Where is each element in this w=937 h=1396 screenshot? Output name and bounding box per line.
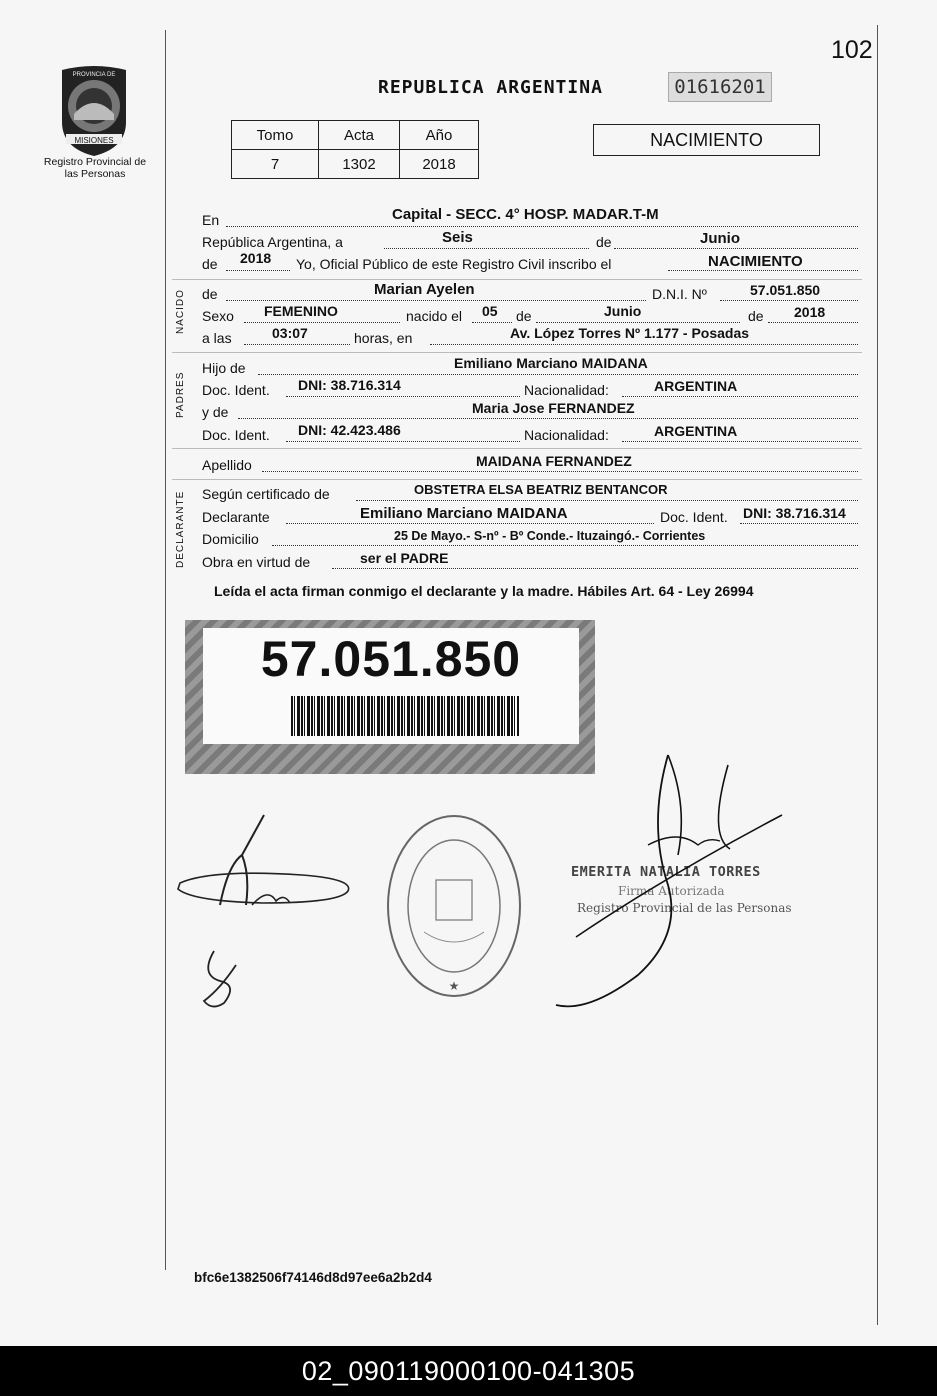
svg-text:MISIONES: MISIONES	[74, 136, 114, 145]
nacido-section-label: NACIDO	[175, 289, 186, 334]
country-title: REPUBLICA ARGENTINA	[378, 77, 603, 98]
decl-doc-value: DNI: 38.716.314	[743, 505, 846, 521]
domicilio-value: 25 De Mayo.- S-nº - Bº Conde.- Ituzaingó.- Corrientes	[394, 529, 706, 543]
section-separator	[172, 352, 862, 353]
declarante-section-label: DECLARANTE	[175, 490, 186, 568]
cert-value: OBSTETRA ELSA BEATRIZ BENTANCOR	[414, 482, 668, 497]
anio-value: 2018	[400, 150, 479, 179]
officer-text: Yo, Oficial Público de este Registro Civil inscribo el	[296, 256, 612, 272]
page-number: 102	[831, 36, 873, 64]
place-value: Capital - SECC. 4° HOSP. MADAR.T-M	[392, 206, 659, 223]
acta-header: Acta	[319, 121, 400, 150]
decl-doc-label: Doc. Ident.	[660, 509, 728, 525]
cert-label: Según certificado de	[202, 486, 330, 502]
apellido-line	[262, 471, 858, 472]
dni-line	[720, 300, 858, 301]
tomo-value: 7	[232, 150, 319, 179]
year-de-label: de	[202, 256, 218, 272]
nacido-de-label: de	[202, 286, 218, 302]
child-name-value: Marian Ayelen	[374, 281, 475, 298]
declarante-value: Emiliano Marciano MAIDANA	[360, 505, 568, 522]
official-office: Registro Provincial de las Personas	[577, 901, 792, 915]
birth-year-line	[768, 322, 858, 323]
mother-nac-line	[622, 441, 858, 442]
father-doc-value: DNI: 38.716.314	[298, 377, 401, 393]
declarante-line	[286, 523, 654, 524]
domicilio-label: Domicilio	[202, 531, 259, 547]
official-signature	[548, 745, 788, 1015]
record-index-table	[231, 120, 479, 179]
right-margin-line	[877, 25, 878, 1325]
apellido-value: MAIDANA FERNANDEZ	[476, 453, 632, 469]
sexo-label: Sexo	[202, 308, 234, 324]
father-nac-label: Nacionalidad:	[524, 382, 609, 398]
section-separator	[172, 279, 862, 280]
inscribe-line	[668, 270, 858, 271]
section-separator	[172, 479, 862, 480]
decl-doc-line	[740, 523, 858, 524]
mother-line	[238, 418, 858, 419]
left-margin-line	[165, 30, 166, 1270]
en-label: En	[202, 212, 220, 228]
footer-code: 02_090119000100-041305	[0, 1346, 937, 1396]
act-type-box: NACIMIENTO	[593, 124, 820, 156]
yde-label: y de	[202, 404, 229, 420]
sexo-value: FEMENINO	[264, 303, 338, 319]
apellido-label: Apellido	[202, 457, 252, 473]
initials-signature	[190, 945, 250, 1015]
declarant-signature	[172, 805, 362, 925]
nacido-el-label: nacido el	[406, 308, 463, 324]
id-number-label	[185, 620, 595, 774]
tomo-header: Tomo	[232, 121, 319, 150]
birth-day-line	[472, 322, 512, 323]
month-value: Junio	[700, 230, 740, 247]
horas-label: horas, en	[354, 330, 413, 346]
birth-day-value: 05	[482, 303, 498, 319]
obra-value: ser el PADRE	[360, 550, 449, 566]
cert-line	[356, 500, 858, 501]
sexo-line	[244, 322, 400, 323]
section-separator	[172, 448, 862, 449]
domicilio-line	[272, 545, 858, 546]
child-dni-value: 57.051.850	[750, 282, 821, 298]
name-line	[226, 300, 646, 301]
year-value: 2018	[240, 250, 272, 266]
serial-number: 01616201	[668, 72, 772, 102]
inscribe-value: NACIMIENTO	[708, 253, 803, 270]
birth-place-value: Av. López Torres Nº 1.177 - Posadas	[510, 325, 750, 341]
declarante-label: Declarante	[202, 509, 270, 525]
day-line	[384, 248, 589, 249]
document-hash: bfc6e1382506f74146d8d97ee6a2b2d4	[194, 1270, 432, 1285]
de-label: de	[596, 234, 612, 250]
hijo-label: Hijo de	[202, 360, 246, 376]
birth-year-value: 2018	[794, 304, 826, 320]
place-line	[430, 344, 858, 345]
padres-section-label: PADRES	[175, 371, 186, 418]
registry-name: Registro Provincial de las Personas	[43, 156, 147, 180]
father-doc-label: Doc. Ident.	[202, 382, 270, 398]
mother-name-value: Maria Jose FERNANDEZ	[472, 400, 635, 416]
province-seal-logo	[52, 62, 136, 158]
year-line	[226, 270, 290, 271]
id-number-value: 57.051.850	[260, 631, 522, 687]
birth-month-line	[536, 322, 740, 323]
birth-de-label: de	[516, 308, 532, 324]
mother-doc-value: DNI: 42.423.486	[298, 422, 401, 438]
obra-label: Obra en virtud de	[202, 554, 311, 570]
anio-header: Año	[400, 121, 479, 150]
official-name: EMERITA NATALIA TORRES	[571, 864, 761, 880]
acta-value: 1302	[319, 150, 400, 179]
mother-doc-line	[286, 441, 520, 442]
birth-de-label-2: de	[748, 308, 764, 324]
month-line	[614, 248, 858, 249]
obra-line	[332, 568, 858, 569]
en-line	[226, 226, 858, 227]
republica-label: República Argentina, a	[202, 234, 343, 250]
mother-nac-label: Nacionalidad:	[524, 427, 609, 443]
time-value: 03:07	[272, 325, 308, 341]
dni-label: D.N.I. Nº	[652, 286, 707, 302]
mother-doc-label: Doc. Ident.	[202, 427, 270, 443]
father-doc-line	[286, 396, 520, 397]
registry-stamp	[384, 812, 524, 1000]
official-role: Firma Autorizada	[618, 884, 725, 898]
day-value: Seis	[442, 229, 473, 246]
svg-text:PROVINCIA DE: PROVINCIA DE	[72, 72, 116, 78]
father-nac-line	[622, 396, 858, 397]
barcode	[291, 696, 519, 736]
svg-text:★: ★	[448, 979, 460, 993]
father-nac-value: ARGENTINA	[654, 378, 738, 394]
father-line	[258, 374, 858, 375]
father-name-value: Emiliano Marciano MAIDANA	[454, 355, 648, 371]
birth-month-value: Junio	[604, 303, 642, 319]
closing-text: Leída el acta firman conmigo el declarante y la madre. Hábiles Art. 64 - Ley 26994	[214, 583, 754, 599]
alas-label: a las	[202, 330, 232, 346]
time-line	[244, 344, 350, 345]
mother-nac-value: ARGENTINA	[654, 423, 738, 439]
